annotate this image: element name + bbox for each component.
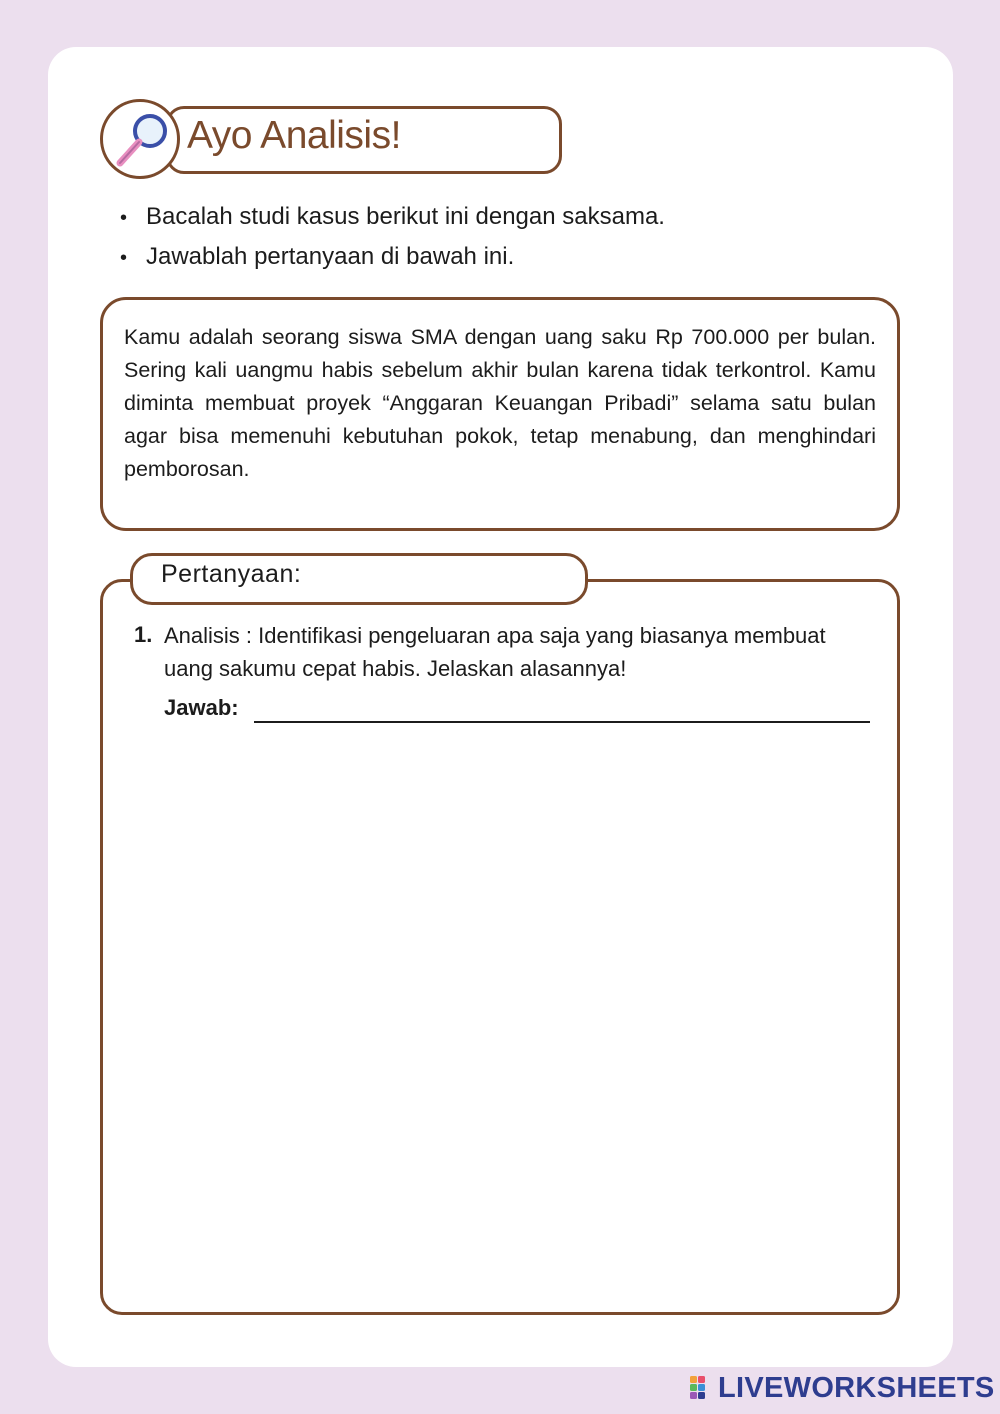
magnifier-icon [108, 105, 178, 175]
questions-box [100, 579, 900, 1315]
answer-label: Jawab: [164, 695, 239, 720]
question-text: Analisis : Identifikasi pengeluaran apa saja yang biasanya membuat uang sakumu cepat habis. Jelaskan alasannya! [164, 623, 826, 681]
list-item: • Bacalah studi kasus berikut ini dengan saksama. [120, 203, 665, 230]
worksheet-page [48, 47, 953, 1367]
liveworksheets-logo-icon [690, 1376, 714, 1404]
question-number: 1. [134, 622, 153, 647]
case-study-text: Kamu adalah seorang siswa SMA dengan uang saku Rp 700.000 per bulan. Sering kali uangmu habis sebelum akhir bulan karena tidak terkontrol. Kamu diminta membuat proyek “Anggaran Keuangan Pribadi” selama satu bulan agar bisa memenuhi kebutuhan pokok, tetap menabung, dan menghindari pemborosan. [124, 325, 876, 481]
page-title: Ayo Analisis! [187, 114, 401, 157]
questions-label: Pertanyaan: [161, 560, 302, 588]
list-item: • Jawablah pertanyaan di bawah ini. [120, 243, 515, 270]
instruction-list [120, 197, 665, 277]
answer-input[interactable] [254, 721, 870, 723]
brand-name: LIVEWORKSHEETS [718, 1372, 995, 1404]
